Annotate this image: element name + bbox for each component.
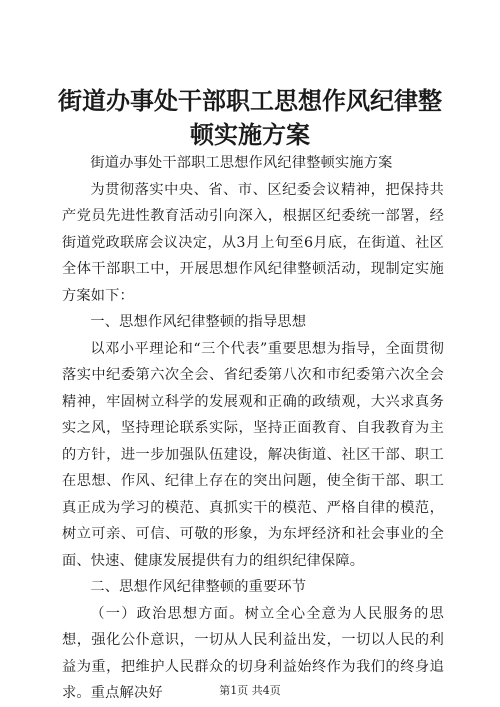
intro-paragraph: 为贯彻落实中央、省、市、区纪委会议精神，把保持共产党员先进性教育活动引向深入，根据区纪委统一部署，经街道党政联席会议决定，从3月上旬至6月底，在街道、社区全体干部职工中，开展思想作风纪律整顿活动，现制定实施方案如下： [62,181,444,304]
document-body [62,150,444,707]
section-heading-2: 二、思想作风纪律整顿的重要环节 [90,579,307,595]
section-heading-1: 一、思想作风纪律整顿的指导思想 [90,314,307,330]
page-footer: 第1页 共4页 [219,684,281,697]
document-title: 街道办事处干部职工思想作风纪律整顿实施方案 [58,86,442,149]
guiding-principle-paragraph: 以邓小平理论和“三个代表”重要思想为指导，全面贯彻落实中纪委第六次全会、省纪委第八次和市纪委第六次全会精神，牢固树立科学的发展观和正确的政绩观，大兴求真务实之风，坚持理论联系实际，坚持正面教育、自我教育为主的方针，进一步加强队伍建设，解决街道、社区干部、职工在思想、作风、纪律上存在的突出问题，使全街干部、职工真正成为学习的模范、真抓实干的模范、严格自律的模范，树立可亲、可信、可敬的形象，为东坪经济和社会事业的全面、快速、健康发展提供有力的组织纪律保障。 [62,340,444,569]
political-thought-paragraph: （一）政治思想方面。树立全心全意为人民服务的思想，强化公仆意识，一切从人民利益出发，一切以人民的利益为重，把维护人民群众的切身利益始终作为我们的终身追求。重点解决好 [62,605,444,701]
subtitle-paragraph: 街道办事处干部职工思想作风纪律整顿实施方案 [90,155,393,171]
